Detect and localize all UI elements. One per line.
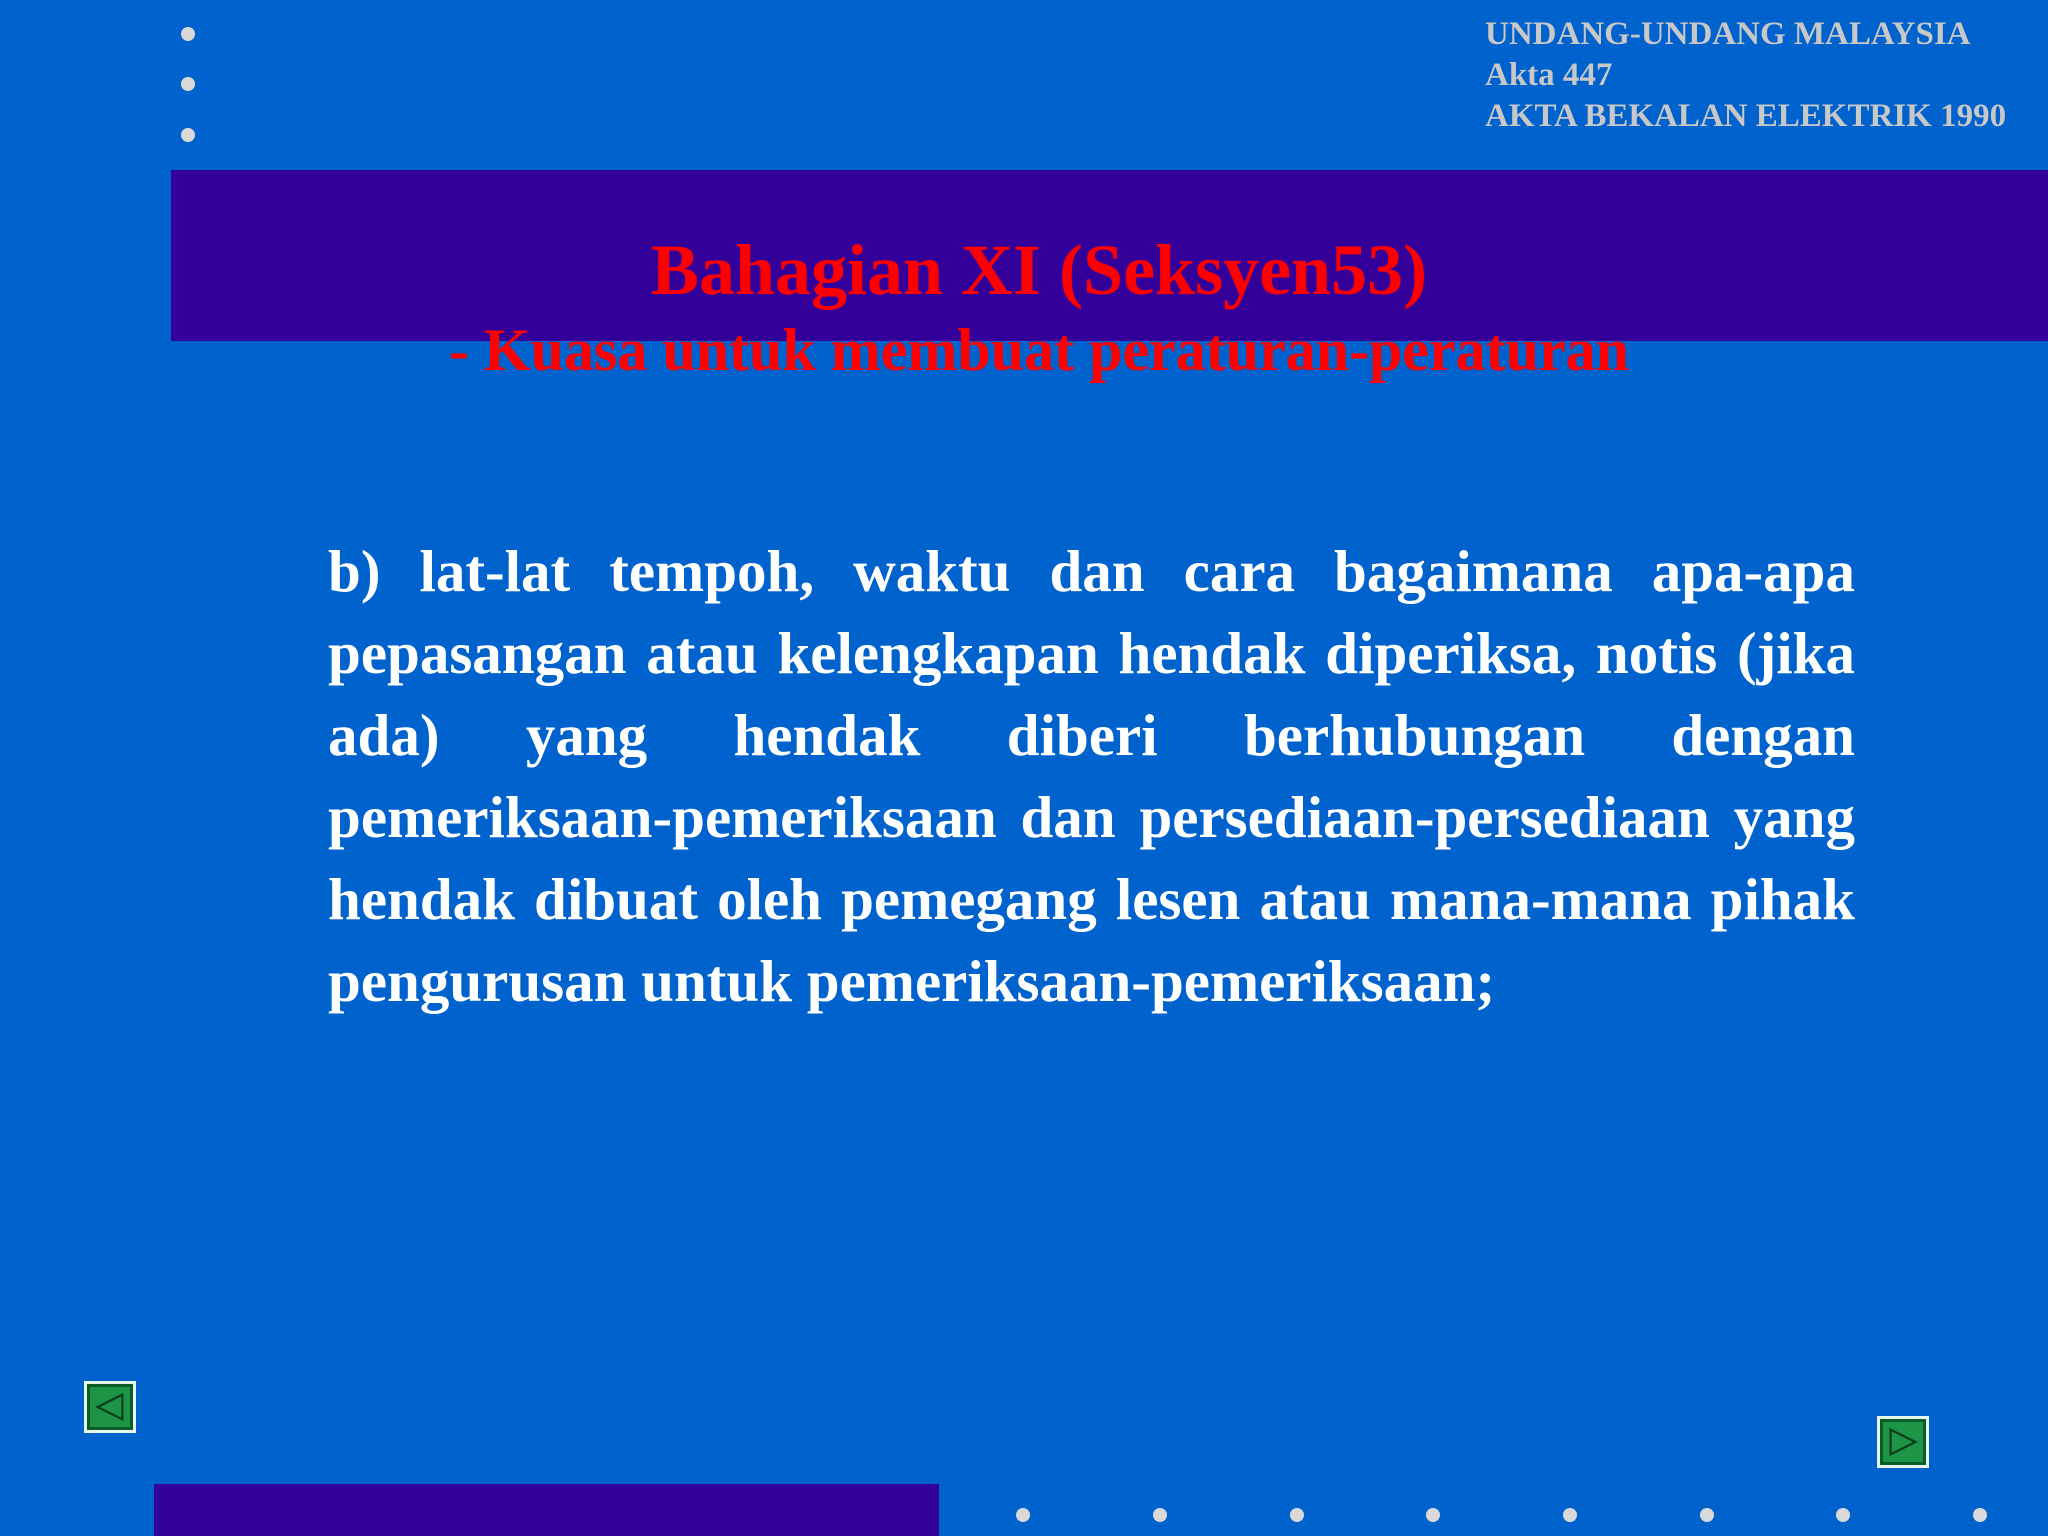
header-line-law: UNDANG-UNDANG MALAYSIA xyxy=(1485,16,1971,52)
decorative-dot xyxy=(1426,1508,1440,1522)
header-block xyxy=(1485,14,2006,137)
header-line-act-number: Akta 447 xyxy=(1485,57,1613,93)
slide-subtitle: - Kuasa untuk membuat peraturan-peraturan xyxy=(448,317,1630,383)
decorative-dot xyxy=(181,27,195,41)
decorative-dot xyxy=(1700,1508,1714,1522)
slide-body-text: b) lat-lat tempoh, waktu dan cara bagaimana apa-apa pepasangan atau kelengkapan hendak diperiksa, notis (jika ada) yang hendak diberi berhubungan dengan pemeriksaan-pemeriksaan dan persediaan-persediaan yang hendak dibuat oleh pemegang lesen atau mana-mana pihak pengurusan untuk pemeriksaan-pemeriksaan; xyxy=(328,538,1855,1014)
decorative-dot xyxy=(181,128,195,142)
decorative-dot xyxy=(1836,1508,1850,1522)
triangle-right-icon xyxy=(1880,1419,1926,1465)
prev-slide-button[interactable] xyxy=(84,1381,136,1433)
header-line-act-name: AKTA BEKALAN ELEKTRIK 1990 xyxy=(1485,98,2007,134)
decorative-dot xyxy=(1563,1508,1577,1522)
decorative-dot xyxy=(1973,1508,1987,1522)
bottom-decorative-bar xyxy=(154,1484,939,1536)
decorative-dot xyxy=(1016,1508,1030,1522)
next-slide-button[interactable] xyxy=(1877,1416,1929,1468)
decorative-dot xyxy=(1153,1508,1167,1522)
decorative-dot xyxy=(1290,1508,1304,1522)
triangle-left-icon xyxy=(87,1384,133,1430)
decorative-dot xyxy=(181,77,195,91)
slide-title: Bahagian XI (Seksyen53) xyxy=(650,230,1428,310)
